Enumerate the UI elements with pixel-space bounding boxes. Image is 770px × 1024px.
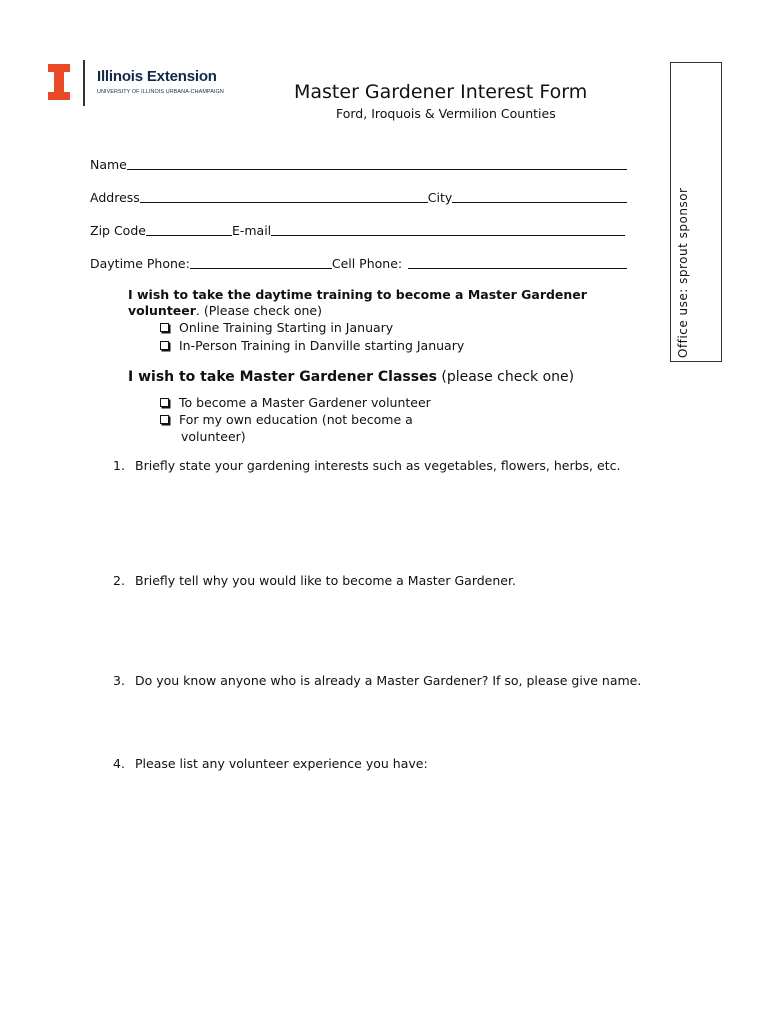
email-label: E-mail <box>231 223 272 238</box>
name-label: Name <box>90 157 127 172</box>
form-subtitle: Ford, Iroquois & Vermilion Counties <box>336 106 556 121</box>
city-field[interactable] <box>452 188 627 203</box>
question-number: 3. <box>113 673 125 688</box>
question-1 <box>113 458 620 473</box>
training-prompt-line2 <box>128 303 322 318</box>
zip-field[interactable] <box>146 221 232 236</box>
name-field[interactable] <box>127 155 627 170</box>
address-row <box>90 187 627 205</box>
question-3 <box>113 673 641 688</box>
daytime-phone-field[interactable] <box>190 254 332 269</box>
classes-option-continuation: volunteer) <box>181 429 246 444</box>
question-text: Do you know anyone who is already a Master Gardener? If so, please give name. <box>135 673 642 688</box>
classes-prompt-bold: I wish to take Master Gardener Classes <box>128 369 437 385</box>
training-option-label: Online Training Starting in January <box>179 320 394 335</box>
zip-email-row <box>90 220 625 238</box>
training-option-label: In-Person Training in Danville starting January <box>179 338 465 353</box>
name-row <box>90 154 627 172</box>
question-text: Please list any volunteer experience you have: <box>135 756 428 771</box>
form-title: Master Gardener Interest Form <box>294 81 588 103</box>
question-text: Briefly tell why you would like to become a Master Gardener. <box>135 573 516 588</box>
training-option-in-person[interactable] <box>160 338 464 353</box>
classes-option-label: For my own education (not become a <box>179 412 413 427</box>
checkbox-icon[interactable] <box>160 398 169 407</box>
daytime-phone-label: Daytime Phone: <box>90 256 190 271</box>
classes-option-label: To become a Master Gardener volunteer <box>179 395 431 410</box>
classes-prompt <box>128 369 574 385</box>
logo-subtitle: UNIVERSITY OF ILLINOIS URBANA-CHAMPAIGN <box>97 89 224 95</box>
question-2 <box>113 573 516 588</box>
classes-prompt-suffix: (please check one) <box>436 369 575 385</box>
zip-label: Zip Code <box>90 223 146 238</box>
training-option-online[interactable] <box>160 320 393 335</box>
phone-row <box>90 253 627 271</box>
checkbox-icon[interactable] <box>160 323 169 332</box>
training-prompt-volunteer: volunteer <box>128 303 196 318</box>
question-number: 2. <box>113 573 125 588</box>
logo-divider <box>83 60 85 106</box>
question-number: 1. <box>113 458 125 473</box>
illinois-block-i-logo-icon <box>48 64 70 100</box>
training-prompt-suffix: . (Please check one) <box>195 303 322 318</box>
email-field[interactable] <box>271 221 625 236</box>
logo-name: Illinois Extension <box>97 68 217 85</box>
city-label: City <box>427 190 453 205</box>
office-use-label: Office use: sprout sponsor <box>676 187 690 358</box>
cell-phone-field[interactable] <box>408 254 627 269</box>
address-label: Address <box>90 190 140 205</box>
address-field[interactable] <box>140 188 428 203</box>
classes-option-education[interactable] <box>160 412 413 427</box>
question-number: 4. <box>113 756 125 771</box>
checkbox-icon[interactable] <box>160 341 169 350</box>
cell-phone-label: Cell Phone: <box>331 256 403 271</box>
question-4 <box>113 756 428 771</box>
classes-option-volunteer[interactable] <box>160 395 431 410</box>
checkbox-icon[interactable] <box>160 415 169 424</box>
training-prompt-line1: I wish to take the daytime training to become a Master Gardener <box>128 287 587 302</box>
question-text: Briefly state your gardening interests such as vegetables, flowers, herbs, etc. <box>135 458 621 473</box>
